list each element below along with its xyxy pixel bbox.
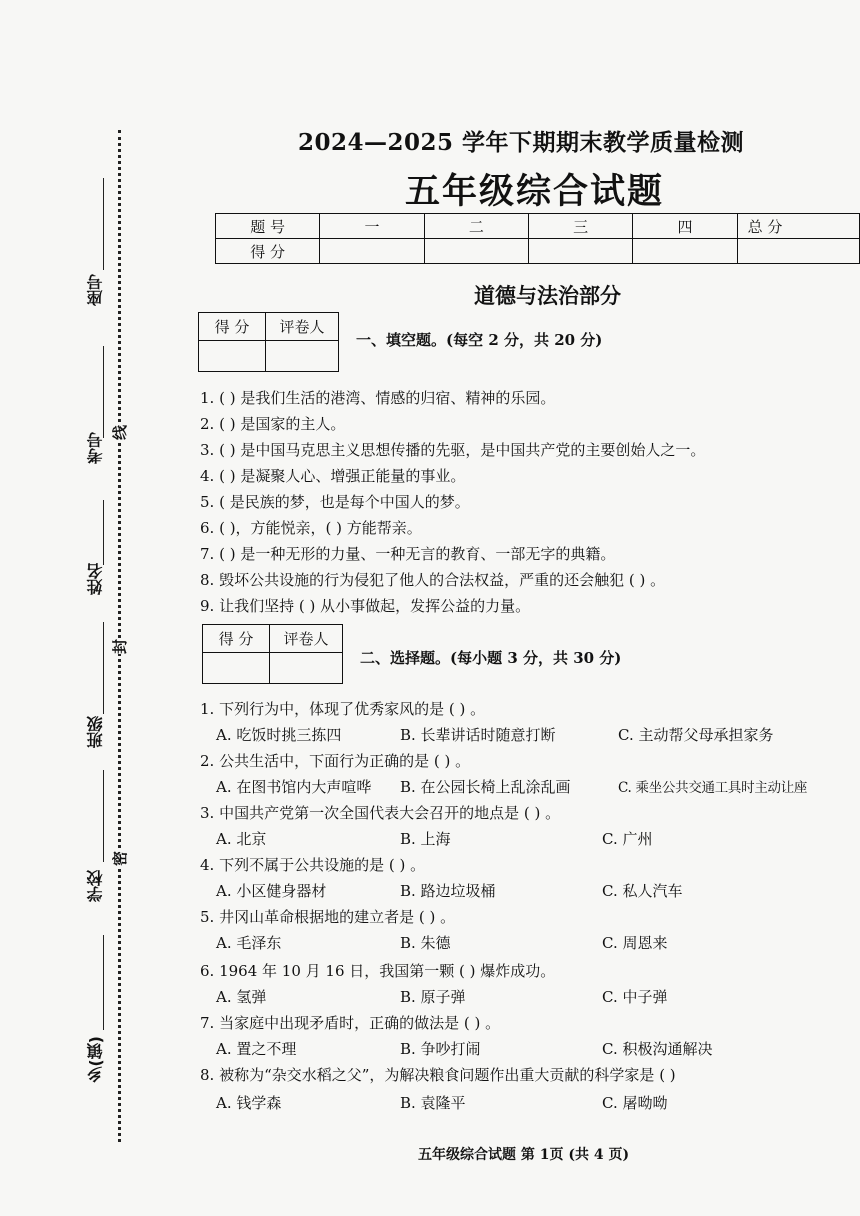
paper-title: 五年级综合试题 bbox=[405, 172, 665, 212]
grader-name-entry[interactable] bbox=[270, 653, 343, 684]
choice-option: B. 袁隆平 bbox=[400, 1094, 466, 1112]
seal-char-secret: 密 bbox=[107, 851, 132, 866]
school-line bbox=[103, 770, 104, 862]
score-table-cell: 一 bbox=[320, 214, 424, 239]
choice-question-stem: 3. 中国共产党第一次全国代表大会召开的地点是 ( ) 。 bbox=[200, 804, 561, 822]
page-footer: 五年级综合试题 第 1页 (共 4 页) bbox=[418, 1147, 630, 1163]
choice-option: B. 原子弹 bbox=[400, 988, 466, 1006]
choice-option: B. 在公园长椅上乱涂乱画 bbox=[400, 778, 571, 796]
score-table-score-row bbox=[216, 239, 860, 264]
grader-score-entry[interactable] bbox=[199, 341, 266, 372]
name-line bbox=[103, 500, 104, 565]
choice-option: A. 置之不理 bbox=[216, 1040, 297, 1058]
choice-option: A. 北京 bbox=[216, 830, 267, 848]
score-table bbox=[215, 213, 860, 264]
score-table-cell: 三 bbox=[528, 214, 632, 239]
score-entry-1[interactable] bbox=[320, 239, 424, 264]
choice-option: C. 中子弹 bbox=[602, 988, 668, 1006]
fill-question: 8. 毁坏公共设施的行为侵犯了他人的合法权益，严重的还会触犯 ( ) 。 bbox=[200, 571, 666, 589]
choice-option: A. 吃饭时挑三拣四 bbox=[216, 726, 342, 744]
choice-question-stem: 2. 公共生活中，下面行为正确的是 ( ) 。 bbox=[200, 752, 471, 770]
exam-number-line bbox=[103, 346, 104, 438]
binding-dotted-line bbox=[118, 130, 121, 1142]
part2-heading: 二、选择题。(每小题 3 分，共 30 分) bbox=[360, 649, 622, 667]
exam-number-label: 考号 bbox=[86, 432, 105, 464]
choice-option: A. 钱学森 bbox=[216, 1094, 282, 1112]
seal-char-line: 线 bbox=[107, 425, 132, 440]
choice-option: C. 屠呦呦 bbox=[602, 1094, 668, 1112]
fill-question: 3. ( ) 是中国马克思主义思想传播的先驱，是中国共产党的主要创始人之一。 bbox=[200, 441, 706, 459]
choice-option: C. 私人汽车 bbox=[602, 882, 683, 900]
choice-option: B. 争吵打闹 bbox=[400, 1040, 481, 1058]
choice-option: A. 小区健身器材 bbox=[216, 882, 327, 900]
section-title: 道德与法治部分 bbox=[474, 284, 621, 308]
seat-number-line bbox=[103, 178, 104, 270]
score-entry-total[interactable] bbox=[737, 239, 859, 264]
class-label: 班级 bbox=[86, 716, 105, 748]
fill-question: 1. ( ) 是我们生活的港湾、情感的归宿、精神的乐园。 bbox=[200, 389, 556, 407]
grader-score-entry[interactable] bbox=[203, 653, 270, 684]
grader-name-label: 评卷人 bbox=[270, 625, 343, 653]
choice-question-stem: 8. 被称为“杂交水稻之父”，为解决粮食问题作出重大贡献的科学家是 ( ) bbox=[200, 1066, 676, 1084]
score-entry-2[interactable] bbox=[424, 239, 528, 264]
score-table-cell: 四 bbox=[633, 214, 737, 239]
choice-question-stem: 1. 下列行为中，体现了优秀家风的是 ( ) 。 bbox=[200, 700, 486, 718]
choice-option: B. 路边垃圾桶 bbox=[400, 882, 496, 900]
choice-option: C. 主动帮父母承担家务 bbox=[618, 726, 774, 744]
school-label: 学校 bbox=[86, 870, 105, 902]
choice-question-stem: 5. 井冈山革命根据地的建立者是 ( ) 。 bbox=[200, 908, 456, 926]
score-table-cell: 题 号 bbox=[216, 214, 320, 239]
fill-question: 4. ( ) 是凝聚人心、增强正能量的事业。 bbox=[200, 467, 466, 485]
fill-question: 6. ( )，方能悦亲，( ) 方能帮亲。 bbox=[200, 519, 422, 537]
grader-score-label: 得 分 bbox=[199, 313, 266, 341]
seat-number-label: 座号 bbox=[86, 274, 105, 306]
choice-option: B. 朱德 bbox=[400, 934, 451, 952]
choice-option: B. 上海 bbox=[400, 830, 451, 848]
choice-question-stem: 7. 当家庭中出现矛盾时，正确的做法是 ( ) 。 bbox=[200, 1014, 501, 1032]
choice-option: C. 广州 bbox=[602, 830, 653, 848]
part1-heading: 一、填空题。(每空 2 分，共 20 分) bbox=[356, 331, 603, 349]
choice-option: A. 氢弹 bbox=[216, 988, 267, 1006]
score-table-cell: 二 bbox=[424, 214, 528, 239]
score-table-cell: 得 分 bbox=[216, 239, 320, 264]
choice-question-stem: 6. 1964 年 10 月 16 日，我国第一颗 ( ) 爆炸成功。 bbox=[200, 962, 556, 980]
score-table-header-row bbox=[216, 214, 860, 239]
choice-option: C. 乘坐公共交通工具时主动让座 bbox=[618, 780, 808, 796]
score-entry-3[interactable] bbox=[528, 239, 632, 264]
town-line bbox=[103, 935, 104, 1030]
fill-question: 9. 让我们坚持 ( ) 从小事做起，发挥公益的力量。 bbox=[200, 597, 531, 615]
choice-option: A. 毛泽东 bbox=[216, 934, 282, 952]
grader-name-entry[interactable] bbox=[266, 341, 339, 372]
fill-question: 2. ( ) 是国家的主人。 bbox=[200, 415, 346, 433]
class-line bbox=[103, 622, 104, 714]
name-label: 姓名 bbox=[86, 563, 105, 595]
grader-score-label: 得 分 bbox=[203, 625, 270, 653]
fill-question: 5. ( 是民族的梦，也是每个中国人的梦。 bbox=[200, 493, 470, 511]
choice-option: B. 长辈讲话时随意打断 bbox=[400, 726, 556, 744]
choice-option: C. 积极沟通解决 bbox=[602, 1040, 713, 1058]
grader-box-1 bbox=[198, 312, 339, 372]
grader-name-label: 评卷人 bbox=[266, 313, 339, 341]
exam-title: 2024—2025 学年下期期末教学质量检测 bbox=[298, 129, 745, 156]
seal-char-seal: 封 bbox=[107, 639, 132, 654]
score-table-cell: 总 分 bbox=[737, 214, 859, 239]
choice-option: C. 周恩来 bbox=[602, 934, 668, 952]
choice-question-stem: 4. 下列不属于公共设施的是 ( ) 。 bbox=[200, 856, 426, 874]
grader-box-2 bbox=[202, 624, 343, 684]
town-label: 乡(镇) bbox=[86, 1036, 105, 1083]
fill-question: 7. ( ) 是一种无形的力量、一种无言的教育、一部无字的典籍。 bbox=[200, 545, 616, 563]
score-entry-4[interactable] bbox=[633, 239, 737, 264]
choice-option: A. 在图书馆内大声喧哗 bbox=[216, 778, 372, 796]
